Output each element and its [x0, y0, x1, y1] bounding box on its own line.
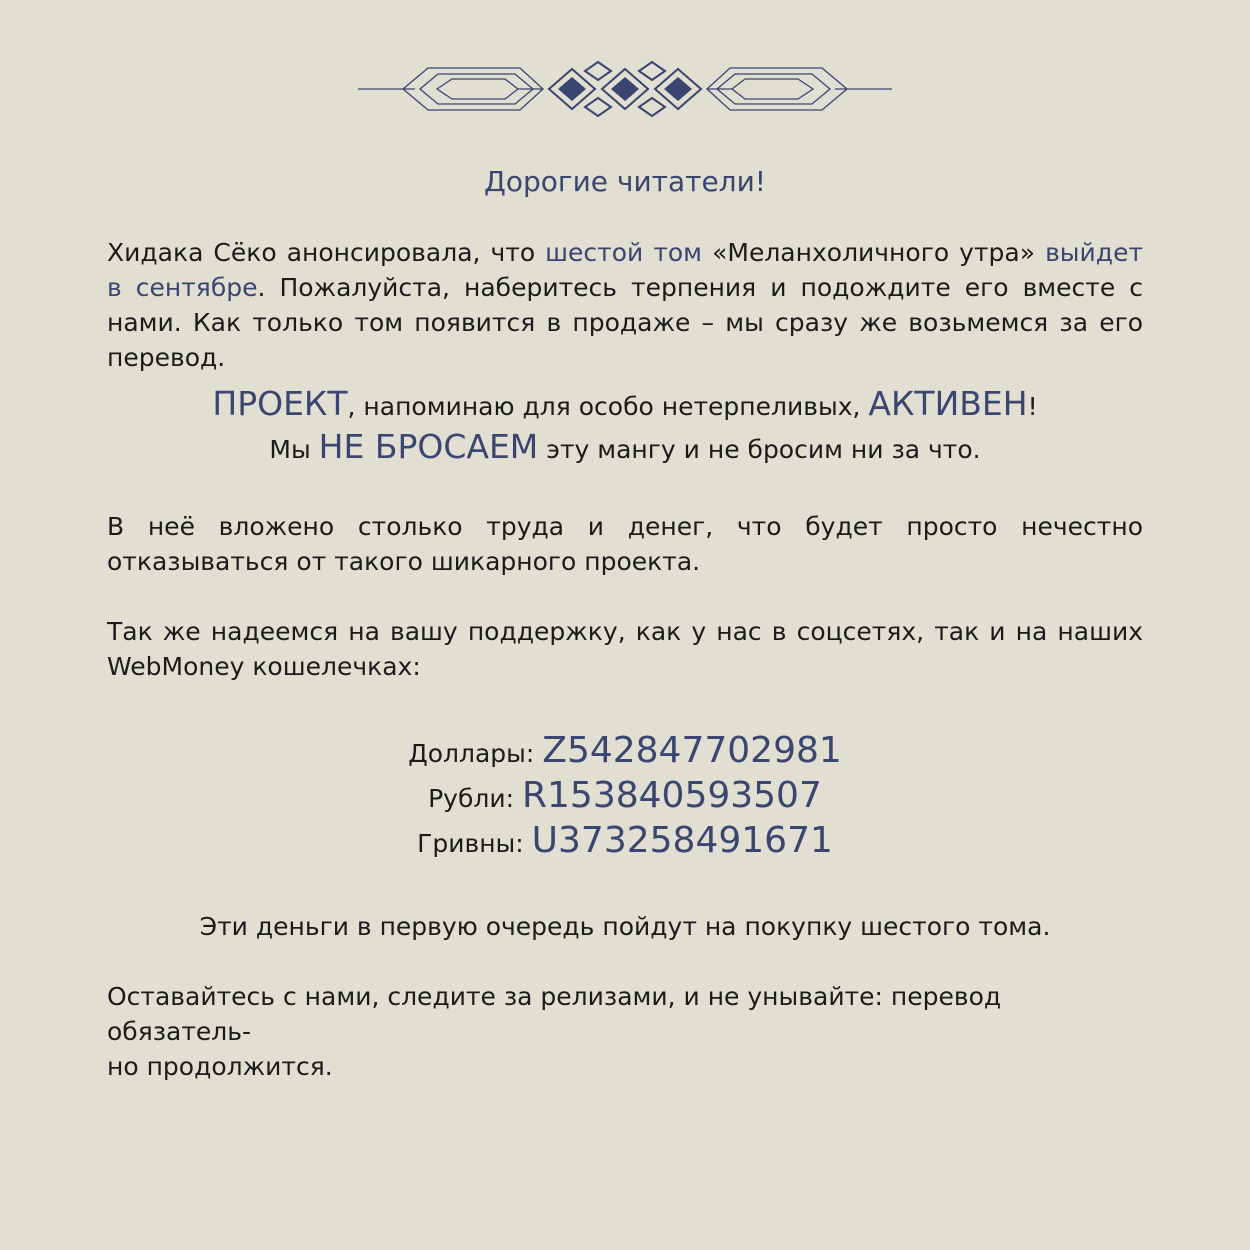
highlight-active: АКТИВЕН	[868, 384, 1028, 423]
highlight-not-abandoning: НЕ БРОСАЕМ	[318, 427, 539, 466]
project-status-paragraph	[107, 384, 1143, 470]
text-span: !	[1027, 392, 1038, 421]
text-span: эту мангу и не бросим ни за что.	[538, 435, 981, 464]
highlight-project: ПРОЕКТ	[212, 384, 348, 423]
wallet-uah	[107, 818, 1143, 863]
wallet-number[interactable]: R153840593507	[522, 775, 822, 816]
announcement-paragraph	[107, 235, 1143, 375]
wallet-usd	[107, 728, 1143, 773]
highlight-volume: шестой том	[545, 238, 703, 267]
wallet-rub	[107, 773, 1143, 818]
text-span: , напоминаю для особо нетерпеливых,	[347, 392, 869, 421]
highlight-release-date: выйдет в сентябре	[107, 238, 1144, 302]
wallet-list	[107, 728, 1143, 863]
wallet-number[interactable]: Z542847702981	[542, 730, 842, 771]
page-title: Дорогие читатели!	[483, 165, 766, 198]
wallet-label: Гривны:	[417, 829, 532, 858]
text-span: . Пожалуйста, наберитесь терпения и подождите его вместе с нами. Как только том появится в продаже – мы сразу же возьмемся за его перевод.	[107, 273, 1143, 372]
effort-paragraph: В неё вложено столько труда и денег, что будет просто нечестно отказываться от такого шикарного проекта.	[107, 512, 1143, 576]
support-paragraph: Так же надеемся на вашу поддержку, как у нас в соцсетях, так и на наших WebMoney кошелечках:	[107, 617, 1143, 681]
closing-paragraph	[107, 979, 1143, 1084]
text-span: Оставайтесь с нами, следите за релизами, и не унывайте: перевод обязатель-	[107, 982, 1002, 1046]
text-span: «Меланхоличного утра»	[702, 238, 1046, 267]
wallet-label: Рубли:	[428, 784, 522, 813]
text-span: Хидака Сёко анонсировала, что	[107, 238, 546, 267]
purpose-paragraph: Эти деньги в первую очередь пойдут на покупку шестого тома.	[199, 912, 1051, 941]
wallet-number[interactable]: U373258491671	[531, 820, 833, 861]
text-span: но продолжится.	[107, 1052, 333, 1081]
wallet-label: Доллары:	[408, 739, 543, 768]
ornament-divider-icon	[355, 58, 895, 120]
text-span: Мы	[269, 435, 319, 464]
